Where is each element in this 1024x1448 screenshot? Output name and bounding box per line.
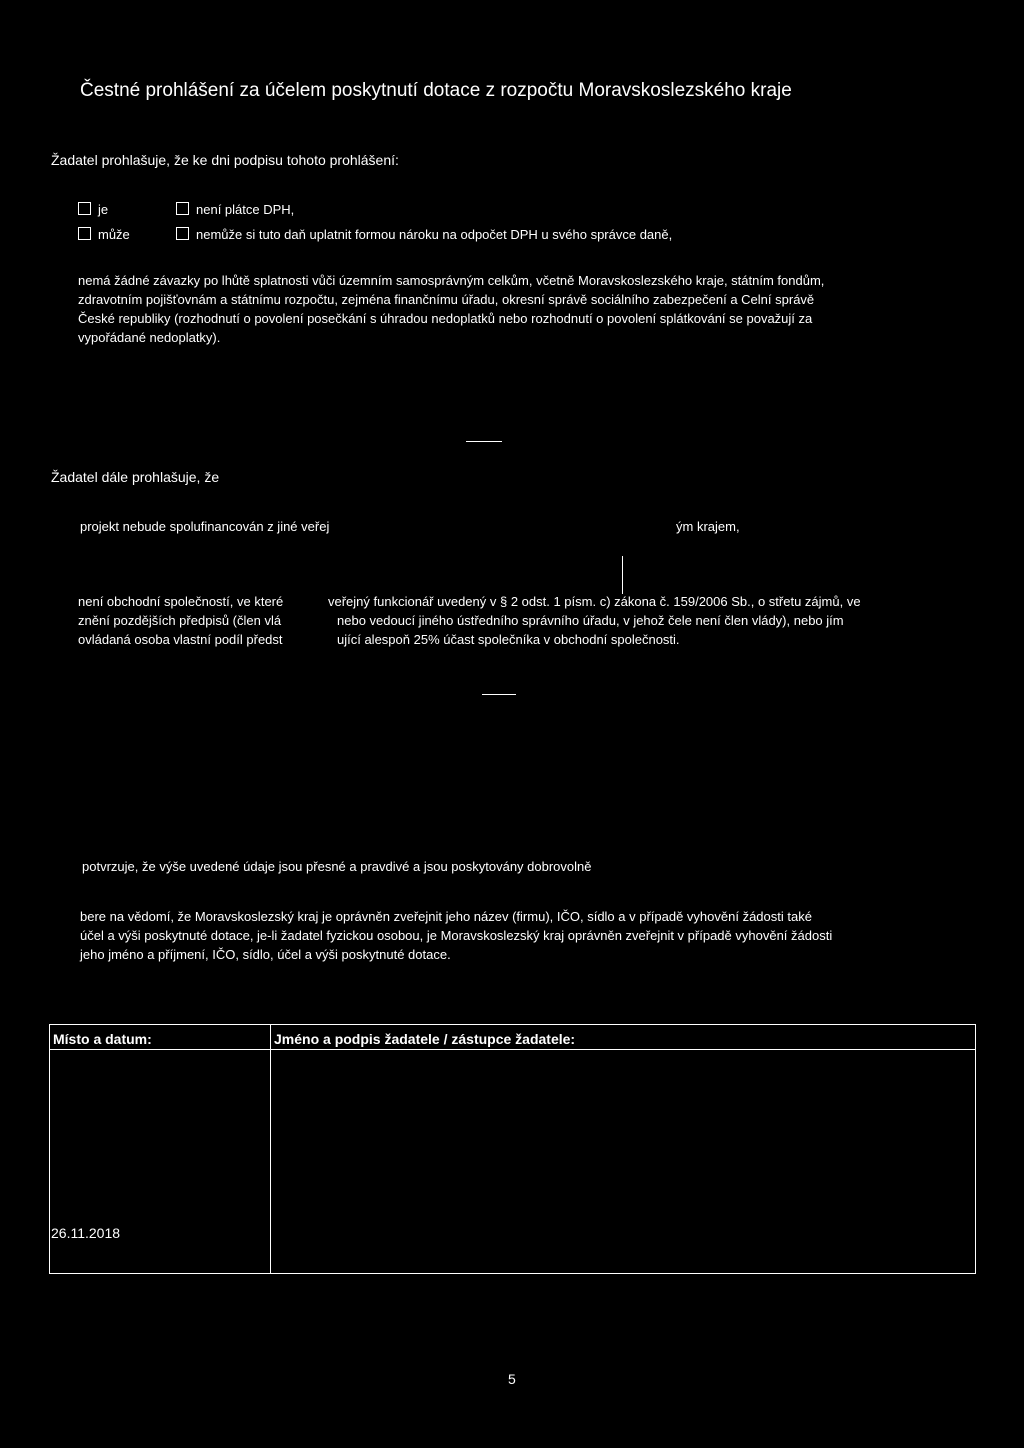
checkbox-muze[interactable]: může bbox=[78, 227, 130, 242]
paragraph-line: nemá žádné závazky po lhůtě splatnosti vůči územním samosprávným celkům, včetně Moravskoslezského kraje, státním fondům, bbox=[78, 273, 825, 288]
obligations-paragraph bbox=[78, 271, 824, 347]
signature-table bbox=[49, 1024, 976, 1274]
paragraph-line: ovládaná osoba vlastní podíl předst bbox=[78, 632, 283, 647]
cofinance-text-left: projekt nebude spolufinancován z jiné veřej bbox=[80, 519, 330, 534]
section2-heading: Žadatel dále prohlašuje, že bbox=[51, 469, 220, 485]
paragraph-line: znění pozdějších předpisů (člen vlá bbox=[78, 613, 282, 628]
signature-cell[interactable] bbox=[271, 1050, 976, 1274]
checkbox-neni-platce[interactable]: není plátce DPH, bbox=[176, 202, 294, 217]
checkbox-icon bbox=[78, 227, 91, 240]
paragraph-line: ující alespoň 25% účast společníka v obchodní společnosti. bbox=[337, 632, 680, 647]
checkbox-icon bbox=[78, 202, 91, 215]
divider bbox=[482, 694, 516, 695]
paragraph-line: účel a výši poskytnuté dotace, je-li žadatel fyzickou osobou, je Moravskoslezský kraj oprávněn zveřejnit v případě vyhovění žádosti bbox=[80, 928, 833, 943]
paragraph-line: jeho jméno a příjmení, IČO, sídlo, účel a výši poskytnuté dotace. bbox=[80, 947, 451, 962]
company-text-left bbox=[78, 592, 283, 649]
cofinance-text-right: ým krajem, bbox=[676, 519, 740, 534]
signature-header: Jméno a podpis žadatele / zástupce žadatele: bbox=[271, 1025, 976, 1050]
divider bbox=[622, 556, 623, 594]
checkbox-icon bbox=[176, 202, 189, 215]
page-title: Čestné prohlášení za účelem poskytnutí dotace z rozpočtu Moravskoslezského kraje bbox=[80, 80, 792, 101]
confirm-statement: potvrzuje, že výše uvedené údaje jsou přesné a pravdivé a jsou poskytovány dobrovolně bbox=[82, 859, 592, 874]
paragraph-line: České republiky (rozhodnutí o povolení posečkání s úhradou nedoplatků nebo rozhodnutí o povolení splátkování se považují za bbox=[78, 311, 813, 326]
page-number: 5 bbox=[508, 1371, 516, 1387]
company-text-right bbox=[328, 592, 861, 649]
consent-paragraph bbox=[80, 907, 832, 964]
paragraph-line: vypořádané nedoplatky). bbox=[78, 330, 221, 345]
date-value: 26.11.2018 bbox=[51, 1225, 121, 1241]
paragraph-line: bere na vědomí, že Moravskoslezský kraj je oprávněn zveřejnit jeho název (firmu), IČO, sídlo a v případě vyhovění žádosti také bbox=[80, 909, 812, 924]
paragraph-line: není obchodní společností, ve které bbox=[78, 594, 284, 609]
checkbox-icon bbox=[176, 227, 189, 240]
paragraph-line: veřejný funkcionář uvedený v § 2 odst. 1 písm. c) zákona č. 159/2006 Sb., o střetu zájmů, ve bbox=[328, 594, 861, 609]
section1-heading: Žadatel prohlašuje, že ke dni podpisu tohoto prohlášení: bbox=[51, 152, 399, 168]
checkbox-je[interactable]: je bbox=[78, 202, 108, 217]
divider bbox=[466, 441, 502, 442]
place-date-header: Místo a datum: bbox=[50, 1025, 271, 1050]
paragraph-line: nebo vedoucí jiného ústředního správního úřadu, v jehož čele není člen vlády), nebo jím bbox=[337, 613, 844, 628]
paragraph-line: zdravotním pojišťovnám a státnímu rozpočtu, zejména finančnímu úřadu, okresní správě sociálního zabezpečení a Celní správě bbox=[78, 292, 815, 307]
checkbox-nemuze[interactable]: nemůže si tuto daň uplatnit formou nároku na odpočet DPH u svého správce daně, bbox=[176, 227, 672, 242]
